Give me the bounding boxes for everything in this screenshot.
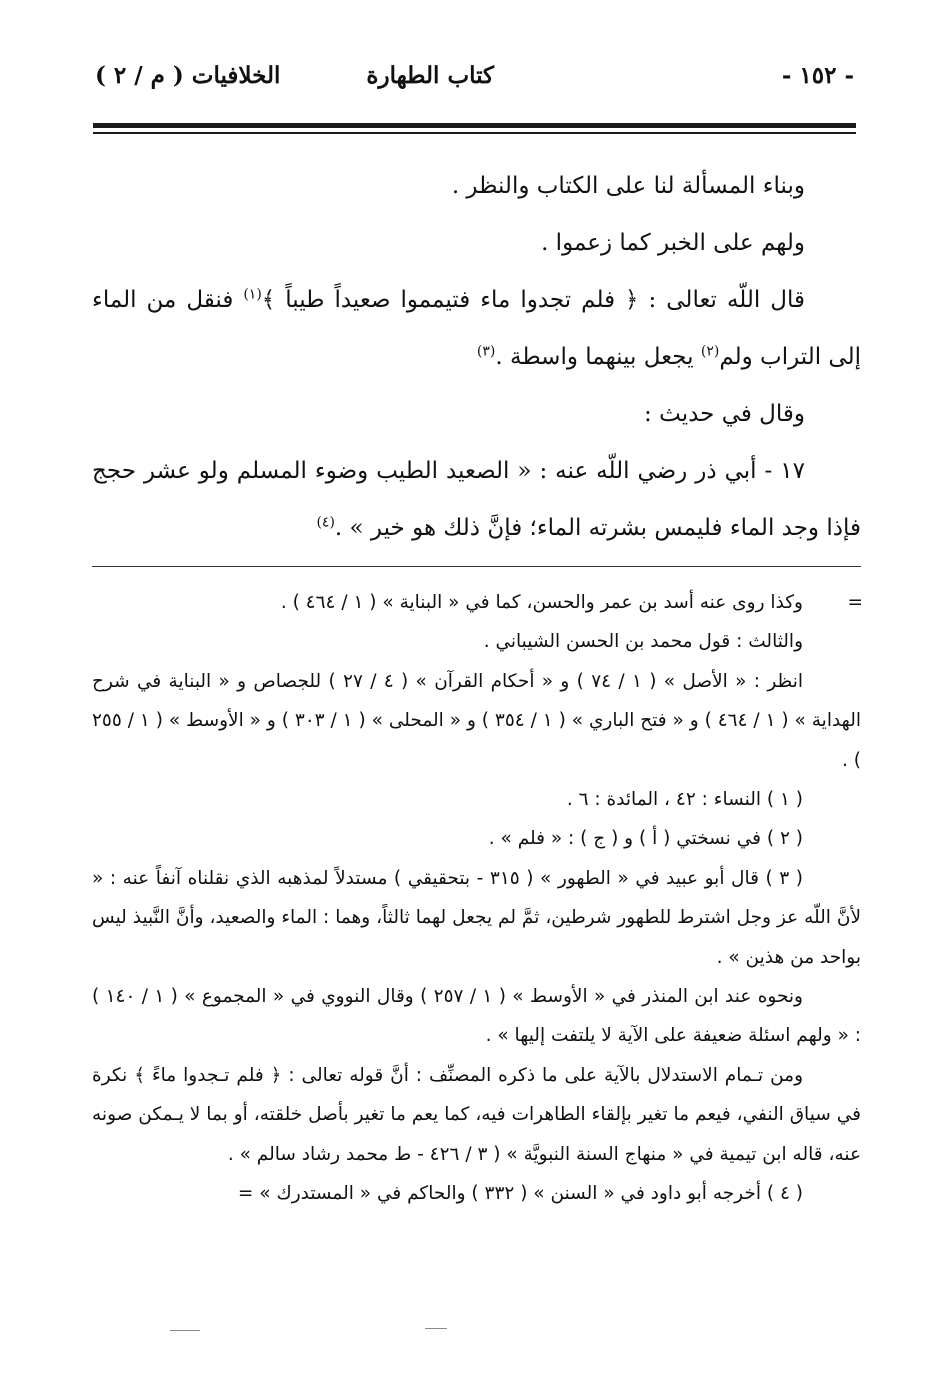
- hadith-17: [92, 443, 861, 557]
- hadith-text: ١٧ - أبي ذر رضي اللّه عنه : « الصعيد الطيب وضوء المسلم ولو عشر حجج فإذا وجد الماء فليمس بشرته الماء؛ فإنَّ ذلك هو خير » .: [92, 458, 861, 541]
- paragraph-text: وقال في حديث :: [644, 401, 805, 427]
- scan-speck: [170, 1330, 200, 1331]
- continuation-mark: =: [847, 592, 863, 613]
- footnote-separator: [92, 566, 861, 567]
- page-number: - ١٥٢ -: [781, 62, 854, 89]
- footnote-3: [92, 859, 861, 977]
- header-rule-thin: [93, 132, 856, 134]
- footnote-text: ( ٤ ) أخرجه أبو داود في « السنن » ( ٣٣٢ ) والحاكم في « المستدرك » =: [237, 1183, 803, 1205]
- running-header: [95, 62, 854, 102]
- book-title: كتاب الطهارة: [366, 62, 494, 89]
- paragraph-text: فنقل من الماء إلى التراب ولم: [92, 287, 861, 370]
- footnote-mark-1: (١): [243, 286, 262, 303]
- paragraph-text: ولهم على الخبر كما زعموا .: [541, 230, 805, 256]
- verse-quote: قال اللّه تعالى : ﴿ فلم تجدوا ماء فتيمموا صعيداً طيباً ﴾: [261, 287, 805, 313]
- footnote-mark-3: (٣): [476, 343, 496, 360]
- paragraph-text: وبناء المسألة لنا على الكتاب والنظر .: [451, 173, 805, 199]
- footnote-1: [92, 780, 861, 819]
- footnote-3-addition: [92, 977, 861, 1056]
- footnote-mark-4: (٤): [316, 514, 335, 531]
- footnote-text: انظر : « الأصل » ( ١ / ٧٤ ) و « أحكام القرآن » ( ٤ / ٢٧ ) للجصاص و « البناية في شرح الهداية » ( ١ / ٤٦٤ ) و « فتح الباري » ( ١ / ٣٥٤ ) و « المحلى » ( ١ / ٣٠٣ ) و « الأوسط » ( ١ / ٢٥٥ ) .: [92, 670, 861, 771]
- header-rule-thick: [93, 123, 856, 128]
- footnote-text: ( ٣ ) قال أبو عبيد في « الطهور » ( ٣١٥ - بتحقيقي ) مستدلاً لمذهبه الذي نقلناه آنفاً عنه : « لأنَّ اللّه عز وجل اشترط للطهور شرطين، ثمَّ لم يجعل لهما ثالثاً، وهما : الماء والصعيد، وأنَّ النَّبيذ ليس بواحد من هذين » .: [92, 867, 861, 968]
- footnote-text: ( ٢ ) في نسختي ( أ ) و ( ج ) : « فلم » .: [488, 828, 803, 850]
- footnote-text: وكذا روى عنه أسد بن عمر والحسن، كما في « البناية » ( ١ / ٤٦٤ ) .: [280, 592, 803, 613]
- footnote-text: ونحوه عند ابن المنذر في « الأوسط » ( ١ / ٢٥٧ ) وقال النووي في « المجموع » ( ١ / ١٤٠ ) : « ولهم اسئلة ضعيفة على الآية لا يلتفت إليها » .: [92, 986, 861, 1047]
- paragraph-text: يجعل بينهما واسطة .: [495, 344, 694, 370]
- scan-artifacts: [170, 1328, 470, 1334]
- paragraph-quranic-verse: [92, 272, 861, 386]
- scan-speck: [425, 1328, 447, 1329]
- footnote-line: [92, 622, 861, 661]
- section-reference: الخلافيات ( م / ٢ ): [95, 62, 281, 89]
- paragraph-hadith-intro: [92, 386, 861, 443]
- footnote-4: [92, 1174, 861, 1213]
- main-text: [92, 158, 861, 557]
- paragraph-their-claim: [92, 215, 861, 272]
- footnotes: [92, 583, 861, 1214]
- paragraph-basis: [92, 158, 861, 215]
- footnote-sources: [92, 662, 861, 780]
- footnote-2: [92, 819, 861, 858]
- footnote-text: ومن تـمام الاستدلال بالآية على ما ذكره المصنِّف : أنَّ قوله تعالى : ﴿ فلم تـجدوا ماءً ﴾ نكرة في سياق النفي، فيعم ما تغير بإلقاء الطاهرات فيه، كما يعم ما تغير بأصل خلقته، أو بما لا يـمكن صونه عنه، قاله ابن تيمية في « منهاج السنة النبويَّة » ( ٣ / ٤٢٦ - ط محمد رشاد سالم » .: [92, 1064, 861, 1165]
- footnote-text: والثالث : قول محمد بن الحسن الشيباني .: [483, 631, 803, 653]
- footnote-continuation: [92, 583, 861, 622]
- footnote-3-remark: [92, 1056, 861, 1174]
- footnote-mark-2: (٢): [700, 343, 720, 360]
- footnote-text: ( ١ ) النساء : ٤٢ ، المائدة : ٦ .: [566, 789, 803, 811]
